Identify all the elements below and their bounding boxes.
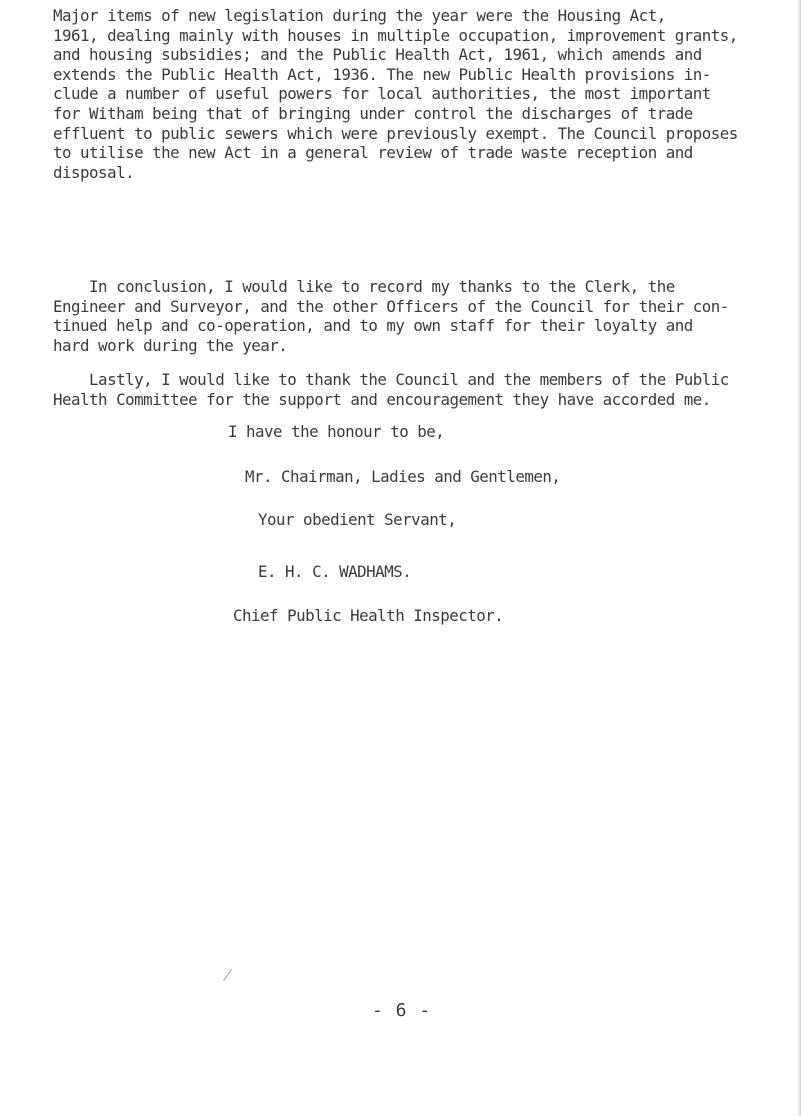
text-line: disposal. (53, 162, 135, 182)
paragraph-legislation (53, 6, 793, 182)
text-line: Health Committee for the support and encouragement they have accorded me. (53, 389, 711, 409)
closing-salutation: Mr. Chairman, Ladies and Gentlemen, (245, 467, 561, 486)
text-line: and housing subsidies; and the Public Health Act, 1961, which amends and (53, 45, 702, 65)
text-line: for Witham being that of bringing under control the discharges of trade (53, 103, 693, 123)
paragraph-thanks (53, 370, 793, 409)
text-line: In conclusion, I would like to record my thanks to the Clerk, the (53, 277, 675, 296)
text-line: Major items of new legislation during the year were the Housing Act, (53, 6, 666, 25)
text-line: extends the Public Health Act, 1936. The new Public Health provisions in- (53, 64, 711, 84)
text-line: to utilise the new Act in a general review of trade waste reception and (53, 143, 693, 163)
page-number: - 6 - (372, 1000, 432, 1021)
signatory-name: E. H. C. WADHAMS. (258, 562, 412, 581)
signatory-title: Chief Public Health Inspector. (233, 606, 504, 625)
text-line: clude a number of useful powers for local authorities, the most important (53, 84, 711, 104)
text-line: effluent to public sewers which were previously exempt. The Council proposes (53, 123, 738, 143)
text-line: hard work during the year. (53, 335, 288, 355)
scan-edge-shadow (797, 0, 801, 1116)
text-line: tinued help and co-operation, and to my own staff for their loyalty and (53, 316, 693, 336)
paragraph-conclusion (53, 277, 793, 355)
text-line: Lastly, I would like to thank the Council and the members of the Public (53, 370, 729, 389)
text-line: Engineer and Surveyor, and the other Officers of the Council for their con- (53, 296, 729, 316)
closing-valediction: Your obedient Servant, (258, 510, 457, 529)
text-line: 1961, dealing mainly with houses in multiple occupation, improvement grants, (53, 25, 738, 45)
closing-honour: I have the honour to be, (228, 422, 445, 441)
stray-pen-mark (223, 969, 232, 981)
